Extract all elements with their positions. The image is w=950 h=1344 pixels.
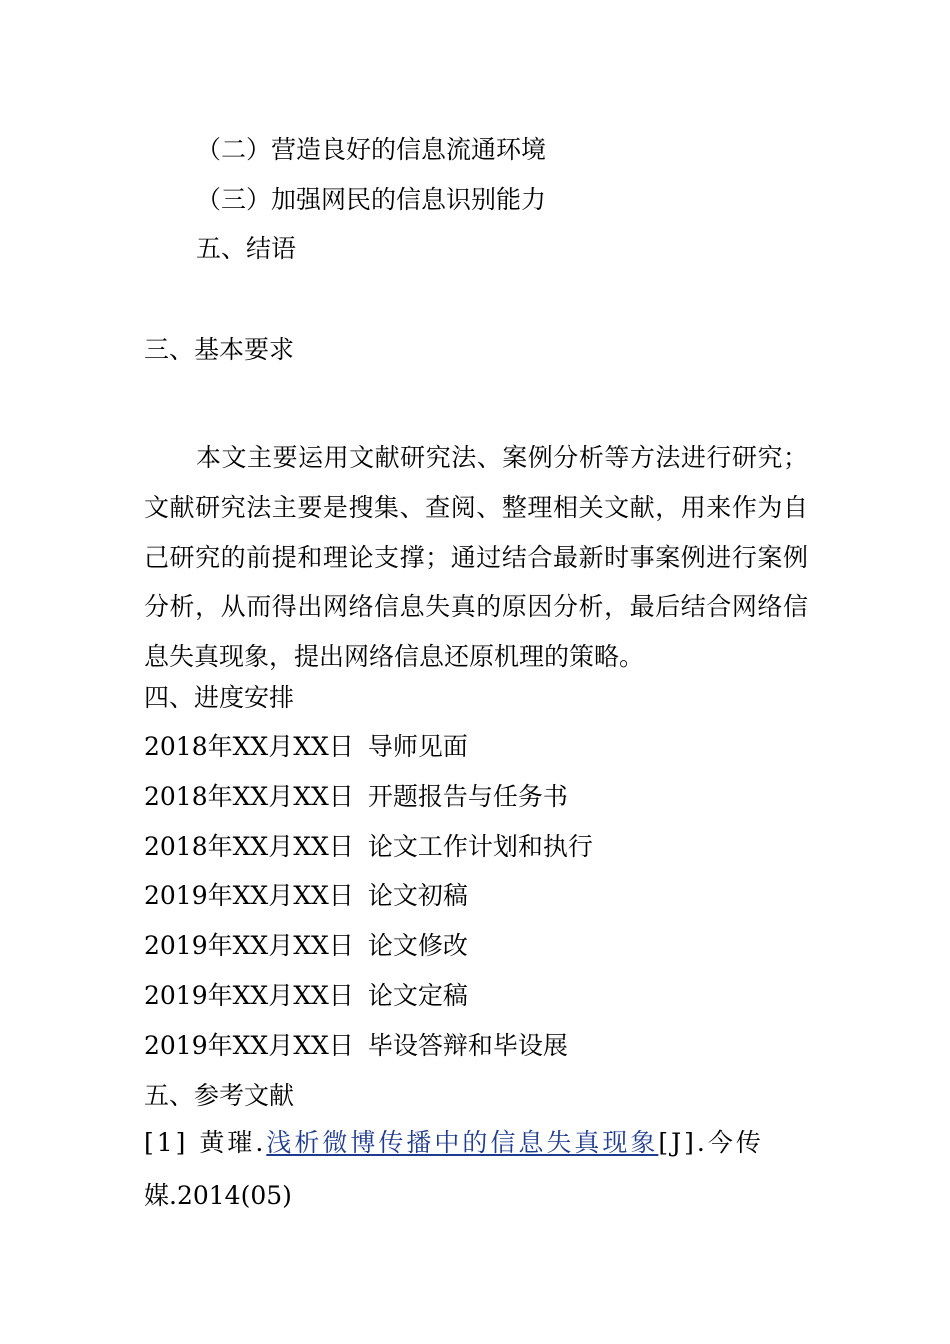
schedule-date: 2019年XX月XX日 xyxy=(144,931,354,960)
schedule-task: 导师见面 xyxy=(367,732,468,761)
schedule-row xyxy=(144,981,468,1011)
schedule-task: 论文初稿 xyxy=(367,881,468,910)
reference-item xyxy=(144,1128,764,1158)
reference-title-link[interactable]: 浅析微博传播中的信息失真现象 xyxy=(266,1128,659,1157)
outline-item-5: 五、结语 xyxy=(196,234,297,263)
schedule-row xyxy=(144,782,568,812)
schedule-date: 2019年XX月XX日 xyxy=(144,1031,354,1060)
reference-continuation: 媒.2014(05) xyxy=(144,1181,292,1210)
schedule-task: 开题报告与任务书 xyxy=(367,782,568,811)
schedule-task: 毕设答辩和毕设展 xyxy=(367,1031,568,1060)
section-3-heading: 三、基本要求 xyxy=(144,335,295,364)
schedule-row xyxy=(144,931,468,961)
schedule-date: 2018年XX月XX日 xyxy=(144,732,354,761)
schedule-task: 论文工作计划和执行 xyxy=(367,832,593,861)
schedule-row xyxy=(144,832,593,862)
schedule-date: 2018年XX月XX日 xyxy=(144,832,354,861)
section-5-heading: 五、参考文献 xyxy=(144,1081,295,1110)
schedule-row xyxy=(144,881,468,911)
schedule-date: 2019年XX月XX日 xyxy=(144,981,354,1010)
reference-type-mark: [J].今传 xyxy=(658,1128,764,1157)
schedule-task: 论文修改 xyxy=(367,931,468,960)
schedule-date: 2018年XX月XX日 xyxy=(144,782,354,811)
outline-item-2: （二）营造良好的信息流通环境 xyxy=(196,135,547,164)
section-4-heading: 四、进度安排 xyxy=(144,683,295,712)
section-3-paragraph: 本文主要运用文献研究法、案例分析等方法进行研究；文献研究法主要是搜集、查阅、整理相关文献，用来作为自己研究的前提和理论支撑；通过结合最新时事案例进行案例分析，从而得出网络信息失真的原因分析，最后结合网络信息失真现象，提出网络信息还原机理的策略。 xyxy=(144,443,808,672)
schedule-row xyxy=(144,1031,568,1061)
schedule-row xyxy=(144,732,468,762)
outline-item-3: （三）加强网民的信息识别能力 xyxy=(196,185,547,214)
reference-index: [1] xyxy=(144,1128,189,1157)
reference-author: 黄璀. xyxy=(199,1128,267,1157)
schedule-date: 2019年XX月XX日 xyxy=(144,881,354,910)
schedule-task: 论文定稿 xyxy=(367,981,468,1010)
